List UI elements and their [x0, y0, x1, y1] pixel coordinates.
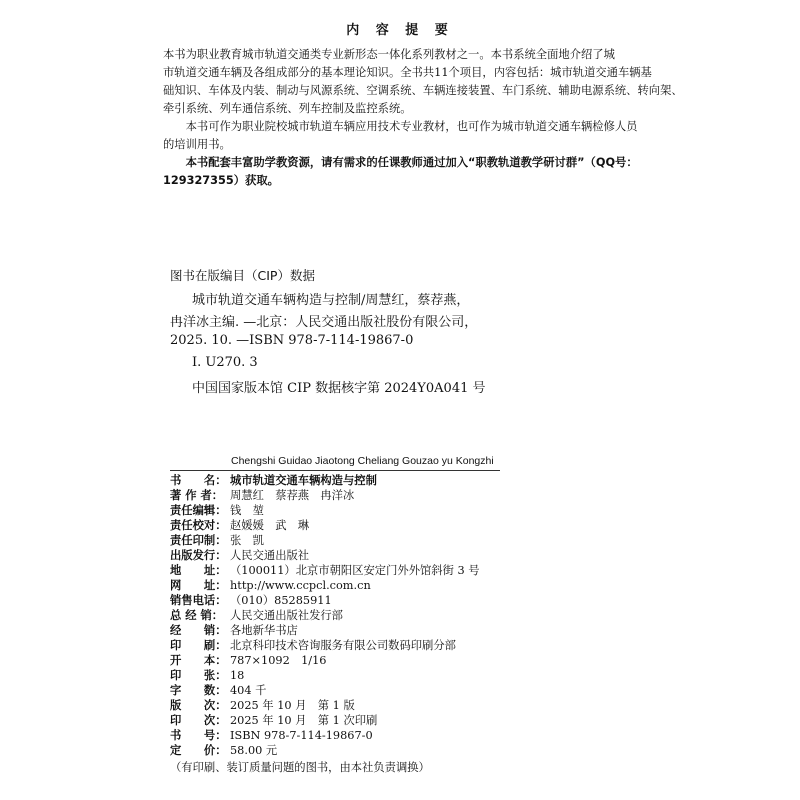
summary-line: 市轨道交通车辆及各组成部分的基本理论知识。全书共11个项目，内容包括：城市轨道交通车辆基 [163, 66, 652, 79]
colophon-label: 著 作 者： [170, 489, 224, 502]
summary-line: 础知识、车体及内装、制动与风源系统、空调系统、车辆连接装置、车门系统、辅助电源系统、转向架、 [163, 84, 683, 97]
summary-line: 的培训用书。 [163, 138, 231, 151]
summary-bold-line: 129327355）获取。 [163, 174, 279, 187]
colophon-row [170, 577, 371, 593]
cip-line: 中国国家版本馆 CIP 数据核字第 2024Y0A041 号 [192, 381, 486, 396]
colophon-value: 2025 年 10 月 第 1 版 [230, 699, 355, 712]
colophon-value: ISBN 978-7-114-19867-0 [230, 729, 373, 742]
cip-heading: 图书在版编目（CIP）数据 [170, 268, 315, 283]
footnote: （有印刷、装订质量问题的图书，由本社负责调换） [170, 761, 430, 774]
colophon-label: 印 刷： [170, 639, 227, 652]
colophon-row [170, 517, 309, 533]
summary-title: 内 容 提 要 [346, 23, 454, 38]
pinyin-title: Chengshi Guidao Jiaotong Cheliang Gouzao yu Kongzhi [231, 455, 494, 467]
colophon-label: 网 址： [170, 579, 227, 592]
summary-bold-line: 本书配套丰富助学教资源，请有需求的任课教师通过加入“职教轨道教学研讨群”（QQ号： [163, 156, 638, 169]
colophon-label: 书 号： [170, 729, 227, 742]
cip-line: Ⅰ. U270. 3 [192, 355, 258, 370]
colophon-value: 张 凯 [230, 534, 264, 547]
colophon-row [170, 607, 343, 623]
colophon-label: 责任校对： [170, 519, 227, 532]
summary-line: 本书可作为职业院校城市轨道车辆应用技术专业教材，也可作为城市轨道交通车辆检修人员 [163, 120, 638, 133]
colophon-value: 人民交通出版社发行部 [230, 609, 343, 622]
cip-line: 2025. 10. —ISBN 978-7-114-19867-0 [170, 333, 414, 348]
colophon-label: 经 销： [170, 624, 227, 637]
colophon-value: http://www.ccpcl.com.cn [230, 579, 371, 592]
colophon-label: 印 次： [170, 714, 227, 727]
colophon-label: 总 经 销： [170, 609, 224, 622]
colophon-row [170, 487, 354, 503]
colophon-value: （010）85285911 [230, 594, 332, 607]
colophon-row [170, 727, 373, 743]
colophon-row [170, 697, 355, 713]
cip-line: 冉洋冰主编. —北京：人民交通出版社股份有限公司， [170, 315, 478, 330]
colophon-value: 周慧红 蔡荐燕 冉洋冰 [230, 489, 355, 502]
colophon-label: 开 本： [170, 654, 227, 667]
colophon-row [170, 532, 264, 548]
colophon-row [170, 712, 377, 728]
colophon-value: 18 [230, 669, 245, 682]
colophon-value: 钱 堃 [230, 504, 264, 517]
colophon-value: 58.00 元 [230, 744, 278, 757]
colophon-row [170, 742, 277, 758]
colophon-label: 责任编辑： [170, 504, 227, 517]
colophon-label: 定 价： [170, 744, 227, 757]
colophon-value: 787×1092 1/16 [230, 654, 327, 667]
colophon-row [170, 472, 377, 488]
colophon-label: 书 名： [170, 474, 227, 487]
colophon-label: 字 数： [170, 684, 227, 697]
colophon-value: 城市轨道交通车辆构造与控制 [230, 474, 377, 487]
summary-line: 牵引系统、列车通信系统、列车控制及监控系统。 [163, 102, 412, 115]
colophon-row [170, 637, 456, 653]
colophon-value: 404 千 [230, 684, 267, 697]
colophon-row [170, 667, 244, 683]
colophon-label: 出版发行： [170, 549, 227, 562]
colophon-value: 赵媛媛 武 琳 [230, 519, 310, 532]
colophon-value: 人民交通出版社 [230, 549, 310, 562]
colophon-value: （100011）北京市朝阳区安定门外外馆斜街 3 号 [230, 564, 480, 577]
colophon-label: 责任印制： [170, 534, 227, 547]
colophon-label: 销售电话： [170, 594, 227, 607]
colophon-label: 地 址： [170, 564, 227, 577]
divider [170, 470, 500, 471]
colophon-row [170, 502, 264, 518]
colophon-value: 2025 年 10 月 第 1 次印刷 [230, 714, 378, 727]
colophon-row [170, 547, 309, 563]
colophon-label: 印 张： [170, 669, 227, 682]
colophon-label: 版 次： [170, 699, 227, 712]
colophon-value: 北京科印技术咨询服务有限公司数码印刷分部 [230, 639, 456, 652]
colophon-value: 各地新华书店 [230, 624, 298, 637]
cip-line: 城市轨道交通车辆构造与控制/周慧红，蔡荐燕， [192, 293, 470, 308]
colophon-row [170, 622, 298, 638]
summary-line: 本书为职业教育城市轨道交通类专业新形态一体化系列教材之一。本书系统全面地介绍了城 [163, 48, 615, 61]
colophon-row [170, 592, 332, 608]
colophon-row [170, 682, 266, 698]
colophon-row [170, 652, 326, 668]
colophon-row [170, 562, 480, 578]
